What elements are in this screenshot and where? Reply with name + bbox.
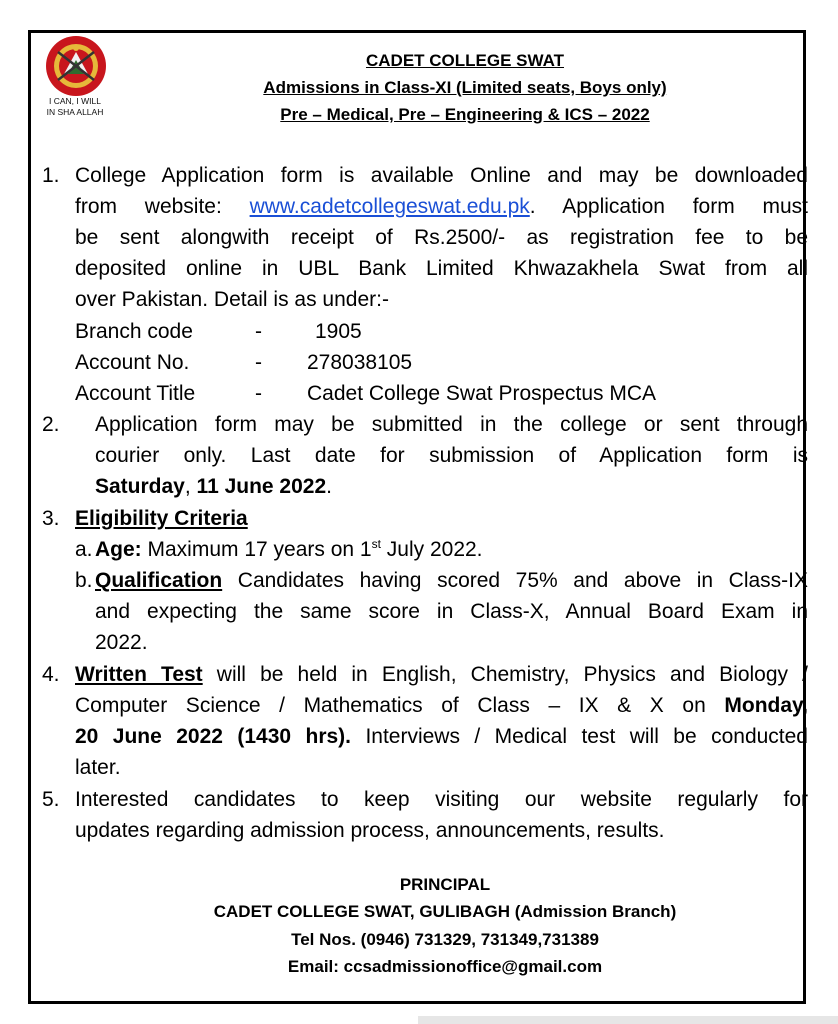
item4-line2-text: Computer Science / Mathematics of Class – IX & X on (75, 694, 725, 717)
item4-line3-text: Interviews / Medical test will be conducted (351, 725, 808, 748)
item1-line3: be sent alongwith receipt of Rs.2500/- as registration fee to be (75, 226, 808, 249)
item1-line2-text: from website: (75, 195, 250, 218)
qualification-label: Qualification (95, 569, 223, 592)
account-no-label: Account No. (75, 351, 190, 374)
college-address: CADET COLLEGE SWAT, GULIBAGH (Admission Branch) (213, 902, 677, 921)
age-text: Maximum 17 years on 1 (141, 538, 372, 561)
qualification-line2: and expecting the same score in Class-X, Annual Board Exam in (95, 600, 808, 623)
sub-item-marker: b. (75, 569, 93, 592)
account-no-dash: - (255, 351, 262, 374)
eligibility-heading: Eligibility Criteria (75, 507, 248, 530)
signatory-title: PRINCIPAL (399, 875, 491, 894)
item4-line4: later. (75, 756, 121, 779)
item1-line5: over Pakistan. Detail is as under:- (75, 288, 389, 311)
website-link[interactable]: www.cadetcollegeswat.edu.pk (249, 195, 530, 218)
written-test-text: will be held in English, Chemistry, Physics and Biology / (202, 663, 808, 686)
qualification-text: Candidates having scored 75% and above in Class-IX (222, 569, 808, 592)
account-title-dash: - (255, 382, 262, 405)
age-criteria (95, 534, 483, 565)
account-no-value: 278038105 (307, 351, 413, 374)
branch-code-value: 1905 (315, 320, 362, 343)
item-number: 5. (42, 788, 60, 811)
qualification-line1 (95, 565, 808, 596)
item-number: 3. (42, 507, 60, 530)
deadline-date: 11 June 2022 (196, 475, 327, 498)
age-label: Age: (95, 538, 142, 561)
deadline-separator: , (184, 475, 197, 498)
item1-line2 (75, 191, 808, 222)
sub-item-marker: a. (75, 538, 93, 561)
page-title: CADET COLLEGE SWAT (365, 51, 564, 70)
account-title-value: Cadet College Swat Prospectus MCA (307, 382, 656, 405)
deadline-day: Saturday (95, 475, 185, 498)
admission-subtitle: Admissions in Class-XI (Limited seats, Boys only) (263, 78, 667, 97)
college-motto (20, 96, 130, 118)
item5-line1: Interested candidates to keep visiting our website regularly for (75, 788, 808, 811)
item-number: 2. (42, 413, 60, 436)
item-number: 4. (42, 663, 60, 686)
item1-line1: College Application form is available Online and may be downloaded (75, 164, 808, 187)
programs-line: Pre – Medical, Pre – Engineering & ICS – 2022 (280, 105, 650, 124)
branch-code-dash: - (255, 320, 262, 343)
test-date-time: 20 June 2022 (1430 hrs). (75, 725, 352, 748)
item1-line2-end: . Application form must (529, 195, 808, 218)
deadline-end: . (326, 475, 332, 498)
age-end: July 2022. (380, 538, 483, 561)
college-crest-icon (44, 34, 108, 98)
item4-line1 (75, 659, 808, 690)
qualification-line3: 2022. (95, 631, 148, 654)
written-test-label: Written Test (75, 663, 203, 686)
item4-line3 (75, 721, 808, 752)
contact-email: Email: ccsadmissionoffice@gmail.com (287, 957, 603, 976)
test-day: Monday, (724, 694, 808, 717)
item2-line1: Application form may be submitted in the college or sent through (95, 413, 808, 436)
age-sup: st (371, 537, 381, 551)
motto-line-2: IN SHA ALLAH (46, 107, 104, 117)
item1-line4: deposited online in UBL Bank Limited Khwazakhela Swat from all (75, 257, 808, 280)
motto-line-1: I CAN, I WILL (49, 96, 101, 106)
item5-line2: updates regarding admission process, announcements, results. (75, 819, 665, 842)
item2-line3 (95, 471, 332, 502)
contact-phone: Tel Nos. (0946) 731329, 731349,731389 (291, 930, 599, 949)
branch-code-label: Branch code (75, 320, 193, 343)
account-title-label: Account Title (75, 382, 196, 405)
item4-line2 (75, 690, 808, 721)
item2-line2: courier only. Last date for submission of Application form is (95, 444, 808, 467)
item-number: 1. (42, 164, 60, 187)
scan-edge-bar (418, 1016, 838, 1024)
